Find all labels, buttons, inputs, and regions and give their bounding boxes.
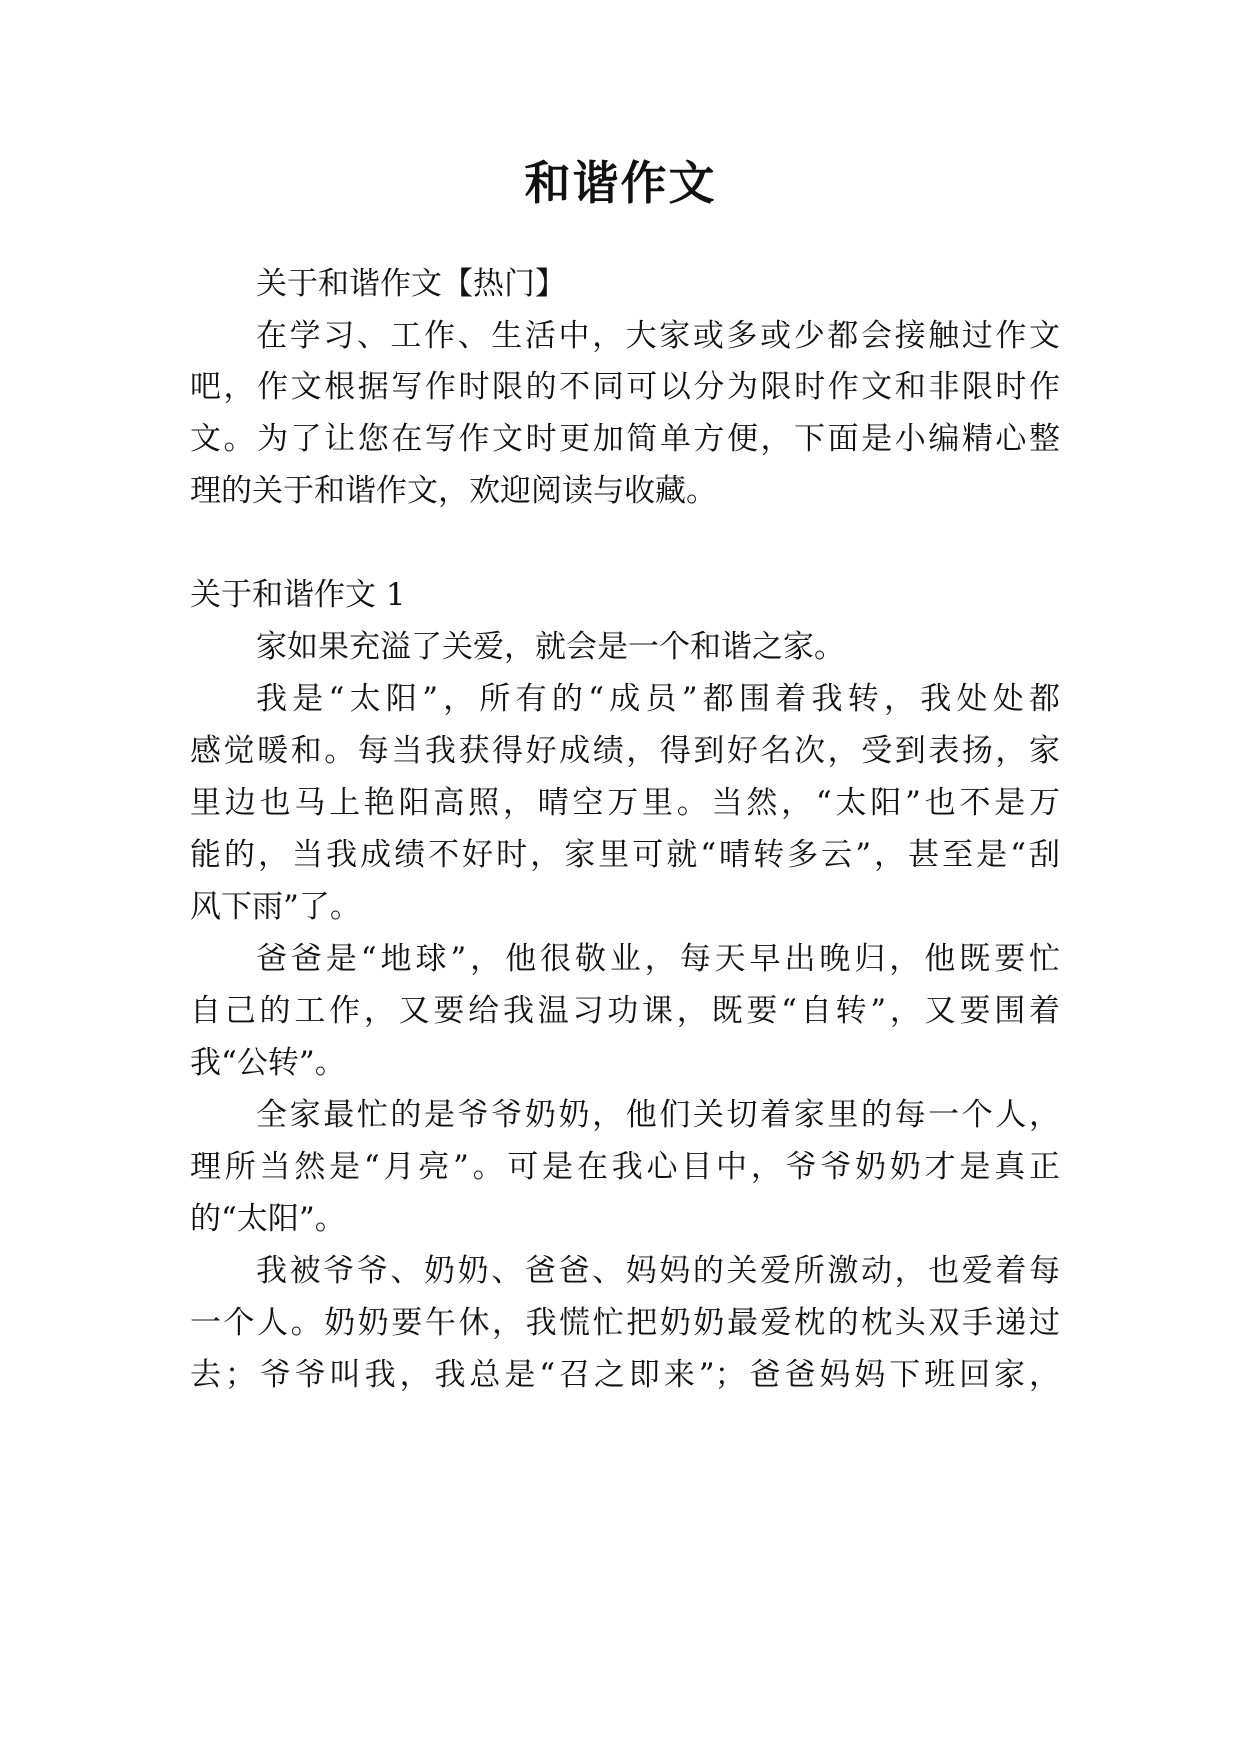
body-line: 爸爸是“地球”，他很敬业，每天早出晚归，他既要忙 [256,941,1060,977]
body-line: 我是“太阳”，所有的“成员”都围着我转，我处处都 [256,681,1060,717]
document-subtitle: 关于和谐作文【热门】 [256,266,566,302]
body-line: 我被爷爷、奶奶、爸爸、妈妈的关爱所激动，也爱着每 [256,1253,1060,1289]
body-line: 我“公转”。 [190,1045,346,1081]
body-line: 家如果充溢了关爱，就会是一个和谐之家。 [256,629,845,665]
intro-line: 在学习、工作、生活中，大家或多或少都会接触过作文 [256,318,1060,354]
body-line: 里边也马上艳阳高照，晴空万里。当然，“太阳”也不是万 [190,785,1060,821]
body-line: 一个人。奶奶要午休，我慌忙把奶奶最爱枕的枕头双手递过 [190,1305,1060,1341]
body-line: 能的，当我成绩不好时，家里可就“晴转多云”，甚至是“刮 [190,837,1060,873]
document-title: 和谐作文 [524,156,717,210]
body-line: 去；爷爷叫我，我总是“召之即来”；爸爸妈妈下班回家， [190,1357,1060,1393]
section-heading: 关于和谐作文 1 [190,577,406,613]
body-line: 全家最忙的是爷爷奶奶，他们关切着家里的每一个人， [256,1097,1060,1133]
intro-line: 文。为了让您在写作文时更加简单方便，下面是小编精心整 [190,421,1060,457]
intro-line: 理的关于和谐作文，欢迎阅读与收藏。 [190,473,717,509]
body-line: 自己的工作，又要给我温习功课，既要“自转”，又要围着 [190,993,1060,1029]
body-line: 理所当然是“月亮”。可是在我心目中，爷爷奶奶才是真正 [190,1149,1060,1185]
body-line: 风下雨”了。 [190,889,361,925]
body-line: 的“太阳”。 [190,1201,346,1237]
body-line: 感觉暖和。每当我获得好成绩，得到好名次，受到表扬，家 [190,733,1060,769]
intro-line: 吧，作文根据写作时限的不同可以分为限时作文和非限时作 [190,369,1060,405]
